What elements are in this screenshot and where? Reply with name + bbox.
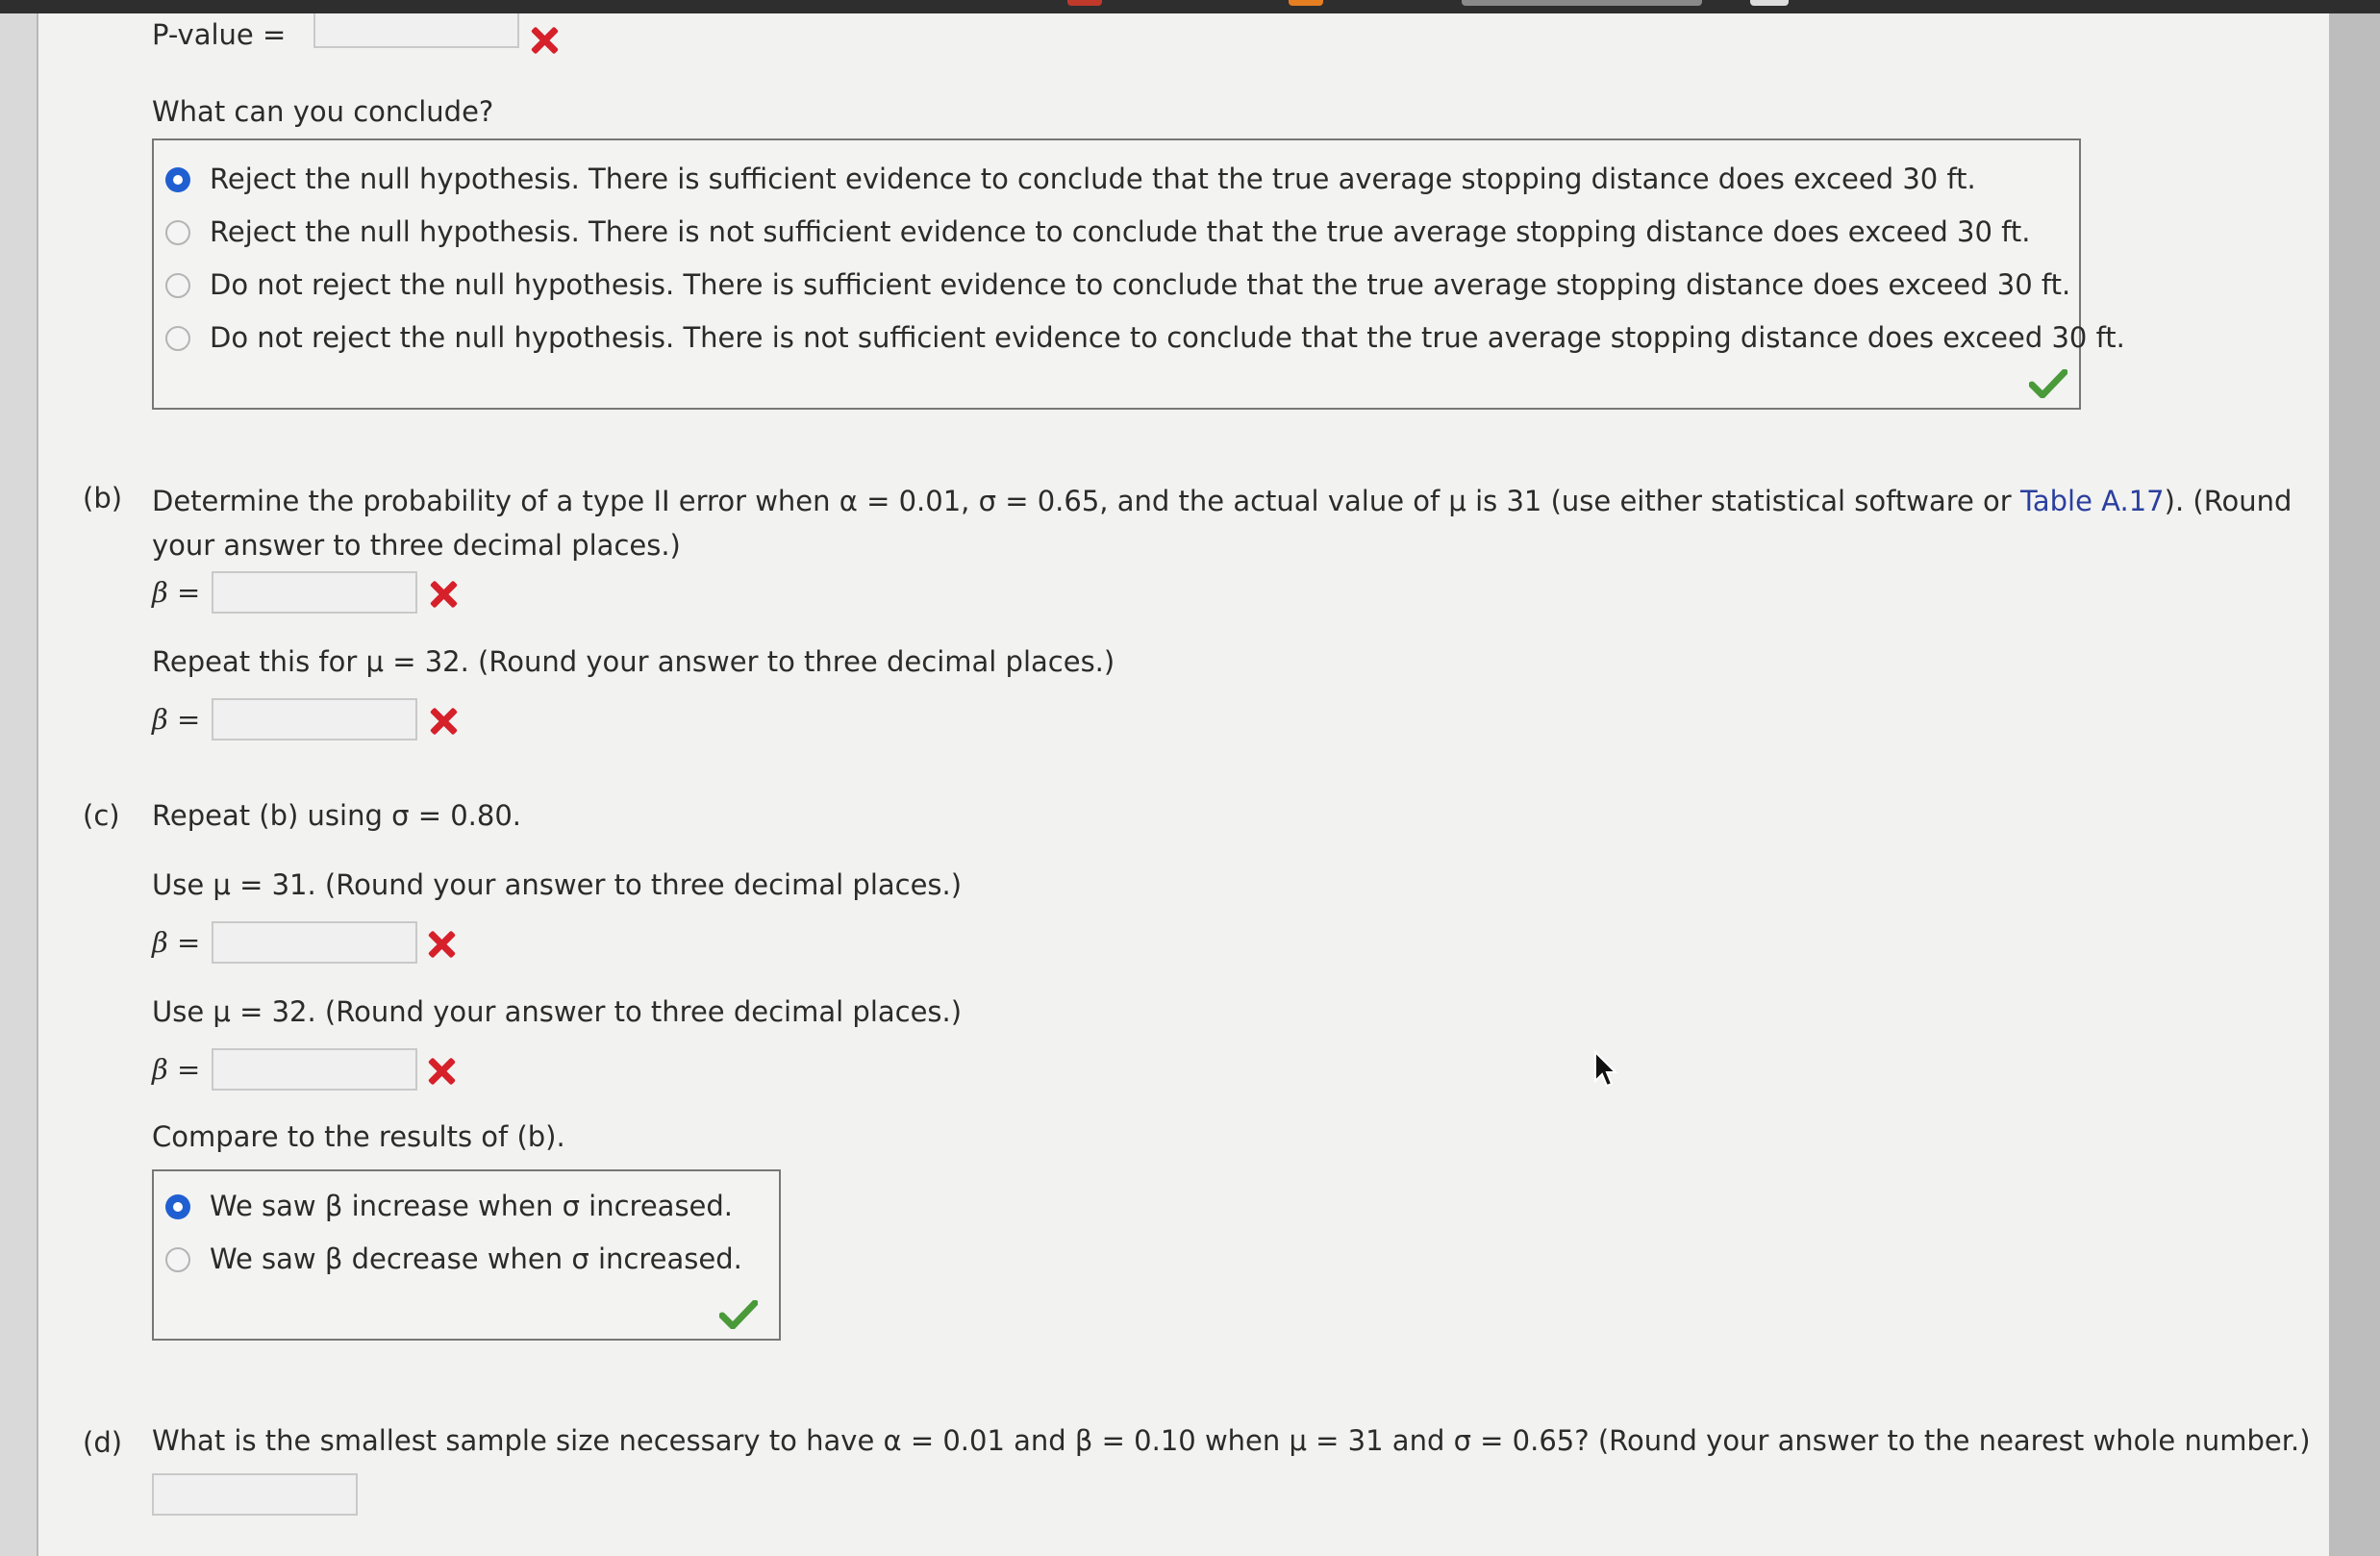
compare-choice-box	[152, 1169, 781, 1341]
part-c-compare-text: Compare to the results of (b).	[152, 1120, 565, 1153]
incorrect-x-icon	[427, 705, 460, 738]
correct-check-icon	[719, 1300, 758, 1329]
left-margin	[0, 13, 37, 1556]
incorrect-x-icon	[425, 928, 458, 961]
part-d-input[interactable]	[152, 1473, 358, 1516]
correct-check-icon	[2029, 369, 2067, 398]
browser-top-strip	[0, 0, 2380, 13]
part-c-beta1-input[interactable]	[212, 921, 417, 964]
conclude-question: What can you conclude?	[152, 95, 494, 128]
conclusion-choice-box	[152, 138, 2125, 410]
radio-unselected-icon[interactable]	[165, 220, 190, 245]
part-b-question	[152, 479, 2335, 567]
part-b-repeat-text: Repeat this for μ = 32. (Round your answer to three decimal places.)	[152, 645, 1115, 678]
part-d-question: What is the smallest sample size necessary to have α = 0.01 and β = 0.10 when μ = 31 and σ = 0.65? (Round your answer to the nearest whole number.)	[152, 1424, 2311, 1457]
radio-selected-icon[interactable]	[165, 1194, 190, 1219]
radio-unselected-icon[interactable]	[165, 1247, 190, 1272]
incorrect-x-icon	[427, 578, 460, 611]
mouse-pointer-icon	[1593, 1050, 1618, 1089]
question-panel	[37, 13, 2329, 1556]
radio-selected-icon[interactable]	[165, 167, 190, 192]
part-b-beta2-input[interactable]	[212, 698, 417, 740]
top-tab-indicator	[1289, 0, 1323, 6]
beta-label: β =	[152, 1053, 201, 1086]
option-label: Do not reject the null hypothesis. There is sufficient evidence to conclude that the true average stopping distance does exceed 30 ft.	[210, 268, 2071, 301]
top-tab-indicator	[1067, 0, 1102, 6]
table-a17-link[interactable]: Table A.17	[2019, 485, 2165, 517]
part-c-use31-text: Use μ = 31. (Round your answer to three decimal places.)	[152, 868, 963, 901]
beta-label: β =	[152, 703, 201, 736]
part-c-use32-text: Use μ = 32. (Round your answer to three decimal places.)	[152, 995, 963, 1028]
option-label: We saw β decrease when σ increased.	[210, 1242, 742, 1275]
top-tab-indicator	[1462, 0, 1702, 6]
part-d-label: (d)	[83, 1426, 123, 1459]
pvalue-input[interactable]	[313, 13, 519, 48]
part-b-label: (b)	[83, 482, 123, 514]
part-c-beta2-input[interactable]	[212, 1048, 417, 1091]
radio-unselected-icon[interactable]	[165, 326, 190, 351]
option-label: We saw β increase when σ increased.	[210, 1190, 734, 1222]
radio-unselected-icon[interactable]	[165, 273, 190, 298]
incorrect-x-icon	[425, 1055, 458, 1088]
part-b-beta1-input[interactable]	[212, 571, 417, 614]
incorrect-x-icon	[528, 24, 561, 57]
part-b-text-end: ). (Round your answer to three decimal places.)	[152, 485, 2292, 562]
option-label: Reject the null hypothesis. There is not sufficient evidence to conclude that the true average stopping distance does exceed 30 ft.	[210, 215, 2031, 248]
right-scroll-area[interactable]	[2327, 13, 2380, 1556]
top-tab-indicator	[1750, 0, 1789, 6]
option-label: Reject the null hypothesis. There is sufficient evidence to conclude that the true average stopping distance does exceed 30 ft.	[210, 163, 1976, 195]
part-c-label: (c)	[83, 799, 120, 832]
beta-label: β =	[152, 576, 201, 609]
beta-label: β =	[152, 926, 201, 959]
pvalue-label: P-value =	[152, 18, 287, 51]
part-c-heading: Repeat (b) using σ = 0.80.	[152, 799, 522, 832]
option-label: Do not reject the null hypothesis. There is not sufficient evidence to conclude that the true average stopping distance does exceed 30 ft.	[210, 321, 2125, 354]
part-b-text: Determine the probability of a type II error when α = 0.01, σ = 0.65, and the actual value of μ is 31 (use either statistical software or	[152, 485, 2020, 517]
